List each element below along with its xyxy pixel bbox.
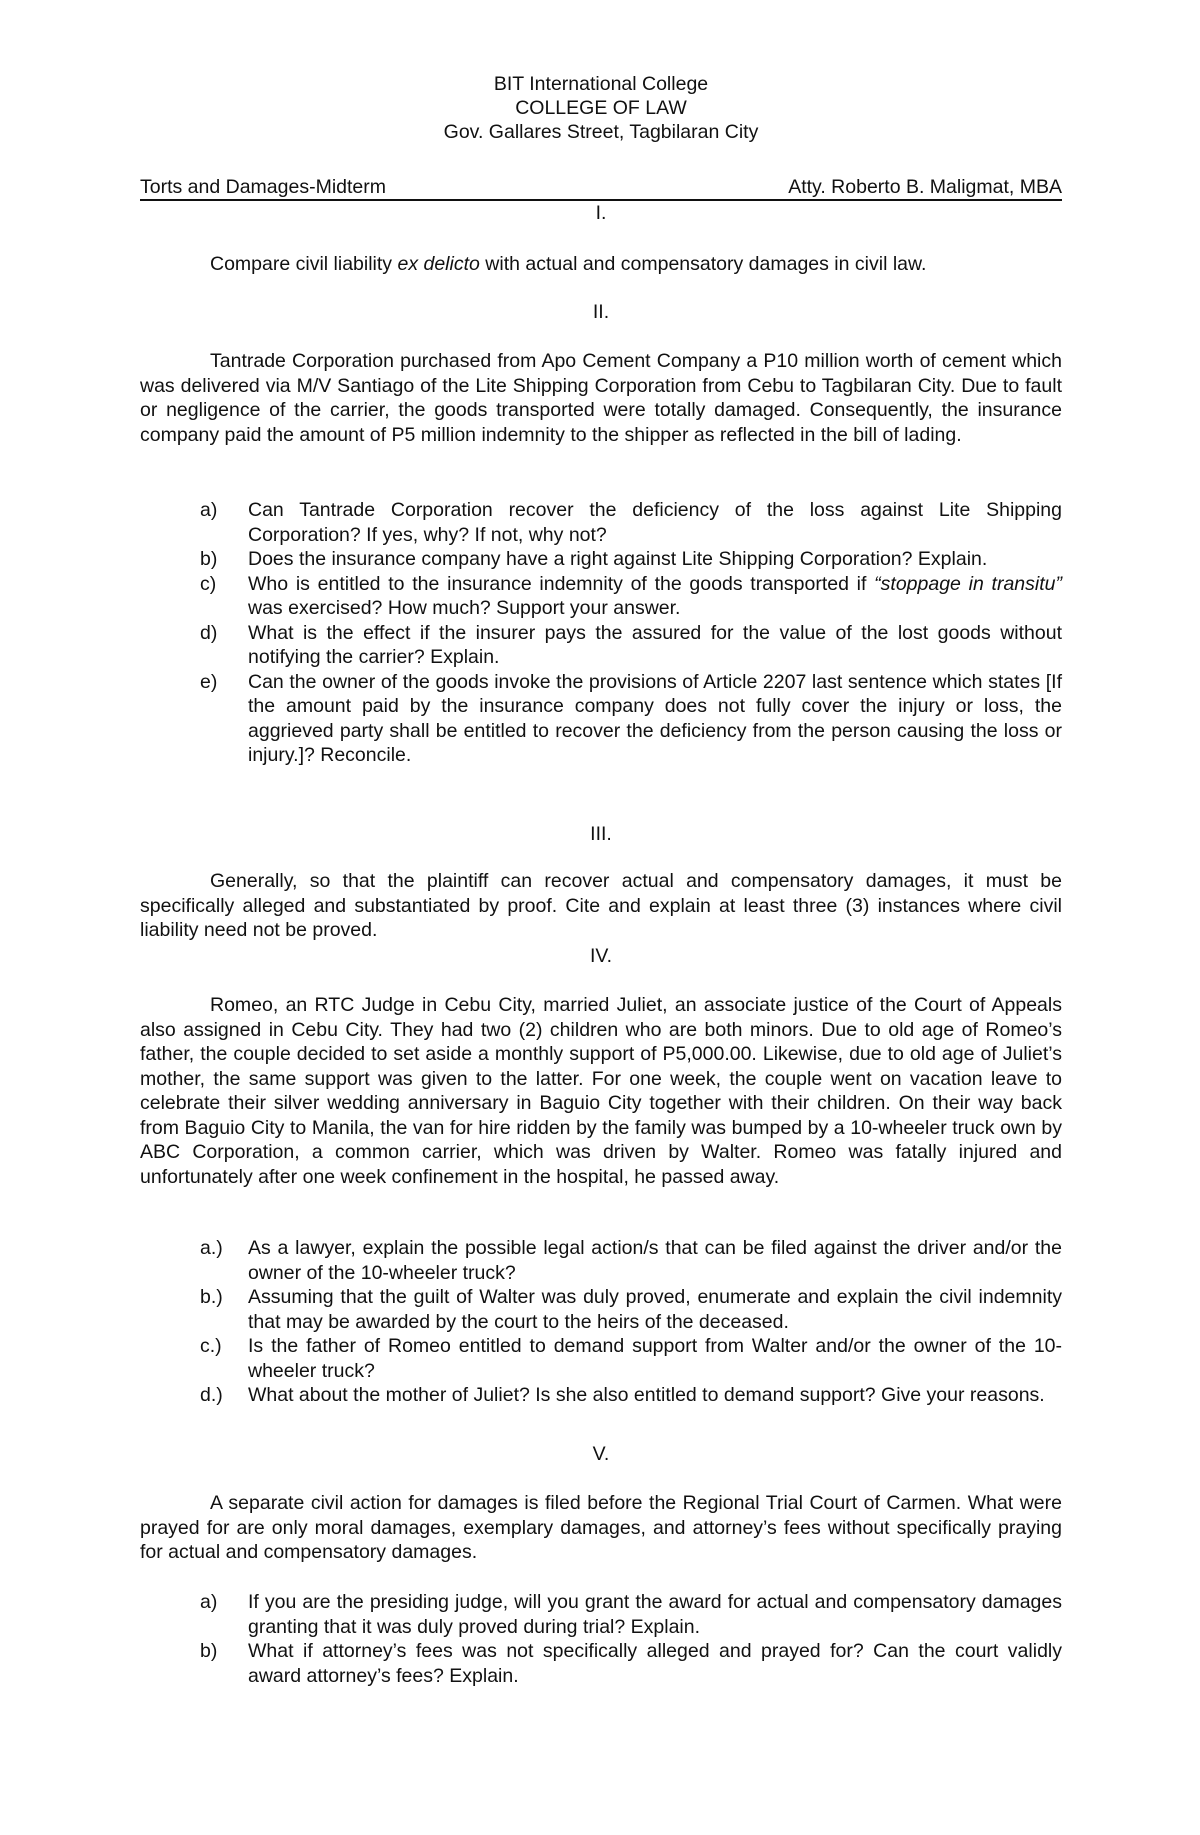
section-numeral-1: I. — [595, 202, 607, 224]
italic-term: “stoppage in transitu” — [874, 572, 1062, 595]
course-title: Torts and Damages-Midterm — [140, 176, 386, 198]
list-item: d.) What about the mother of Juliet? Is she also entitled to demand support? Give your reasons. — [200, 1384, 1045, 1406]
section-numeral-4: IV. — [589, 945, 613, 967]
institution-name: BIT International College — [493, 73, 709, 95]
list-item: d) What is the effect if the insurer pays the assured for the value of the lost goods without notifying the carrier? Explain. — [200, 621, 1062, 668]
course-header-row — [140, 175, 1062, 199]
question-1: Compare civil liability ex delicto with actual and compensatory damages in civil law. — [210, 253, 927, 275]
section-numeral-5: V. — [592, 1443, 610, 1465]
list-item: a) Can Tantrade Corporation recover the deficiency of the loss against Lite Shipping Corporation? If yes, why? If not, why not? — [200, 499, 1062, 546]
college-address: Gov. Gallares Street, Tagbilaran City — [443, 121, 759, 143]
list-item: b) What if attorney’s fees was not specifically alleged and prayed for? Can the court validly award attorney’s fees? Explain. — [200, 1640, 1062, 1687]
list-item: c.) Is the father of Romeo entitled to demand support from Walter and/or the owner of the 10-wheeler truck? — [200, 1335, 1062, 1382]
question-5-facts: A separate civil action for damages is filed before the Regional Trial Court of Carmen. What were prayed for are only moral damages, exemplary damages, and attorney’s fees without specifically praying for actual and compensatory damages. — [140, 1492, 1062, 1563]
list-item: a.) As a lawyer, explain the possible legal action/s that can be filed against the driver and/or the owner of the 10-wheeler truck? — [200, 1237, 1062, 1284]
italic-term: ex delicto — [397, 253, 480, 275]
list-item: b.) Assuming that the guilt of Walter was duly proved, enumerate and explain the civil indemnity that may be awarded by the court to the heirs of the deceased. — [200, 1286, 1062, 1333]
professor-name: Atty. Roberto B. Maligmat, MBA — [788, 176, 1062, 198]
section-numeral-2: II. — [592, 301, 610, 323]
college-name: COLLEGE OF LAW — [515, 97, 687, 119]
question-2-subquestions — [200, 498, 1062, 768]
question-4-subquestions — [200, 1236, 1062, 1408]
list-item: a) If you are the presiding judge, will you grant the award for actual and compensatory damages granting that it was duly proved during trial? Explain. — [200, 1591, 1062, 1638]
question-2-facts: Tantrade Corporation purchased from Apo Cement Company a P10 million worth of cement which was delivered via M/V Santiago of the Lite Shipping Corporation from Cebu to Tagbilaran City. Due to fault or negligence of the carrier, the goods transported were totally damaged. Consequently, the insurance company paid the amount of P5 million indemnity to the shipper as reflected in the bill of lading. — [140, 350, 1062, 446]
question-3: Generally, so that the plaintiff can recover actual and compensatory damages, it must be specifically alleged and substantiated by proof. Cite and explain at least three (3) instances where civil liability need not be proved. — [140, 870, 1062, 941]
question-5-subquestions — [200, 1590, 1062, 1688]
list-item: c) Who is entitled to the insurance indemnity of the goods transported if “stoppage in transitu” was exercised? How much? Support your answer. — [200, 572, 1062, 619]
list-item: b) Does the insurance company have a right against Lite Shipping Corporation? Explain. — [200, 548, 988, 570]
question-4-facts: Romeo, an RTC Judge in Cebu City, married Juliet, an associate justice of the Court of Appeals also assigned in Cebu City. They had two (2) children who are both minors. Due to old age of Romeo’s father, the couple decided to set aside a monthly support of P5,000.00. Likewise, due to old age of Juliet’s mother, the same support was given to the latter. For one week, the couple went on vacation leave to celebrate their silver wedding anniversary in Baguio City together with their children. On their way back from Baguio City to Manila, the van for hire ridden by the family was bumped by a 10-wheeler truck own by ABC Corporation, a common carrier, which was driven by Walter. Romeo was fatally injured and unfortunately after one week confinement in the hospital, he passed away. — [140, 994, 1062, 1188]
list-item: e) Can the owner of the goods invoke the provisions of Article 2207 last sentence which states [If the amount paid by the insurance company does not fully cover the injury or loss, the aggrieved party shall be entitled to recover the deficiency from the person causing the loss or injury.]? Reconcile. — [200, 670, 1062, 766]
section-numeral-3: III. — [590, 823, 612, 845]
